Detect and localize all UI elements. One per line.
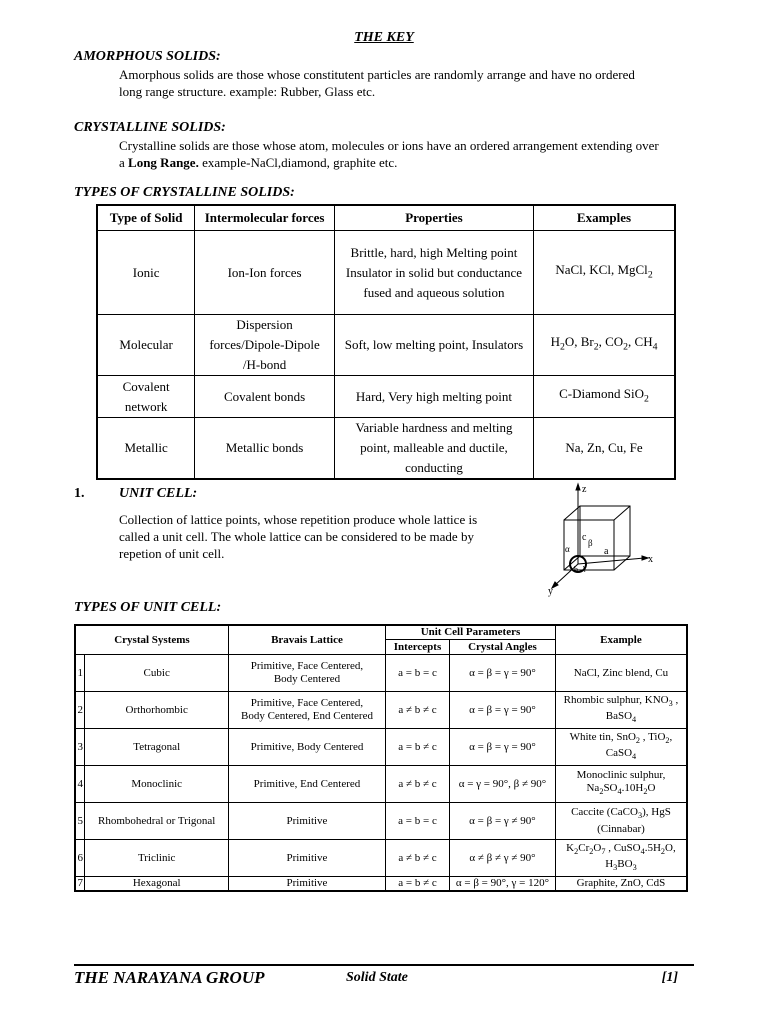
cell-forces: Ion-Ion forces xyxy=(195,231,335,315)
cell-bravais-lattice: Primitive xyxy=(228,803,385,840)
table-row xyxy=(75,729,687,766)
cell-intercepts: a = b ≠ c xyxy=(386,729,450,766)
cell-intercepts: a = b = c xyxy=(386,655,450,692)
cell-examples: NaCl, KCl, MgCl$_2$ xyxy=(534,231,675,315)
amorphous-text xyxy=(119,66,709,100)
unit-cell-line-1: Collection of lattice points, whose repetition produce whole lattice is xyxy=(119,512,478,527)
cell-row-number: 4 xyxy=(75,766,85,803)
crystalline-heading: CRYSTALLINE SOLIDS: xyxy=(74,120,226,135)
cell-forces: Metallic bonds xyxy=(195,418,335,480)
cell-crystal-system: Cubic xyxy=(85,655,228,692)
cell-bravais-lattice: Primitive xyxy=(228,840,385,877)
table-row xyxy=(75,766,687,803)
cell-crystal-angles: α ≠ β ≠ γ ≠ 90° xyxy=(449,840,555,877)
unit-cell-heading: UNIT CELL: xyxy=(119,486,198,501)
cell-bravais-lattice: Primitive, End Centered xyxy=(228,766,385,803)
header-unit-cell-parameters: Unit Cell Parameters xyxy=(386,625,556,640)
label-alpha: α xyxy=(565,544,570,554)
cell-crystal-angles: α = β = γ = 90° xyxy=(449,692,555,729)
table-row xyxy=(97,376,675,418)
table-row xyxy=(75,803,687,840)
table-header-row xyxy=(75,625,687,640)
cell-bravais-lattice: Primitive xyxy=(228,877,385,892)
unit-cell-line-3: repetion of unit cell. xyxy=(119,546,225,561)
table-row xyxy=(75,840,687,877)
cell-crystal-angles: α = β = 90°, γ = 120° xyxy=(449,877,555,892)
label-b: b xyxy=(574,565,578,574)
table-row xyxy=(75,877,687,892)
cell-crystal-system: Monoclinic xyxy=(85,766,228,803)
cell-example: Rhombic sulphur, $KNO_3$ , BaSO$_4$ xyxy=(555,692,687,729)
cell-intercepts: a ≠ b ≠ c xyxy=(386,766,450,803)
cell-example: White tin, SnO$_2$ , TiO$_2$, CaSO$_4$ xyxy=(555,729,687,766)
cell-properties: Hard, Very high melting point xyxy=(334,376,533,418)
amorphous-line-1: Amorphous solids are those whose constitutent particles are randomly arrange and have no ordered xyxy=(119,67,635,82)
cell-crystal-angles: α = β = γ = 90° xyxy=(449,729,555,766)
cell-example: Monoclinic sulphur, $Na_2SO_4.10H_2O$ xyxy=(555,766,687,803)
unit-cell-number: 1. xyxy=(74,486,85,501)
cell-intercepts: a = b = c xyxy=(386,803,450,840)
header-properties: Properties xyxy=(334,205,533,231)
cell-intercepts: a = b ≠ c xyxy=(386,877,450,892)
cell-crystal-system: Tetragonal xyxy=(85,729,228,766)
crystalline-text xyxy=(119,137,709,171)
types-unit-cell-heading: TYPES OF UNIT CELL: xyxy=(74,600,222,615)
unit-cell-text xyxy=(119,511,539,562)
header-type: Type of Solid xyxy=(97,205,195,231)
cell-row-number: 1 xyxy=(75,655,85,692)
label-y: y xyxy=(548,586,553,597)
cell-type: Molecular xyxy=(97,315,195,376)
cell-examples: Na, Zn, Cu, Fe xyxy=(534,418,675,480)
footer-page-number: [1] xyxy=(661,970,678,985)
cell-properties: Soft, low melting point, Insulators xyxy=(334,315,533,376)
cell-row-number: 3 xyxy=(75,729,85,766)
label-a: a xyxy=(604,546,609,557)
cell-intercepts: a ≠ b ≠ c xyxy=(386,692,450,729)
cell-example: NaCl, Zinc blend, Cu xyxy=(555,655,687,692)
cell-type: Metallic xyxy=(97,418,195,480)
cell-row-number: 2 xyxy=(75,692,85,729)
header-example: Example xyxy=(555,625,687,655)
label-x: x xyxy=(648,554,653,565)
table-row xyxy=(97,315,675,376)
footer-left: THE NARAYANA GROUP xyxy=(74,968,265,987)
crystalline-line-1: Crystalline solids are those whose atom, molecules or ions have an ordered arrangement extending over xyxy=(119,138,659,153)
table-row xyxy=(75,692,687,729)
header-crystal-angles: Crystal Angles xyxy=(449,640,555,655)
cell-intercepts: a ≠ b ≠ c xyxy=(386,840,450,877)
cell-bravais-lattice: Primitive, Body Centered xyxy=(228,729,385,766)
table-row xyxy=(97,231,675,315)
cell-examples: C-Diamond SiO$_2$ xyxy=(534,376,675,418)
table-row xyxy=(97,418,675,480)
page-title: THE KEY xyxy=(354,30,414,45)
unit-cell-table xyxy=(74,624,688,892)
header-examples: Examples xyxy=(534,205,675,231)
cell-example: $K_2Cr_2O_7$ , $CuSO_4.5H_2O$, $H_3BO_3$ xyxy=(555,840,687,877)
cell-crystal-angles: α = β = γ ≠ 90° xyxy=(449,803,555,840)
label-gamma: γ xyxy=(583,563,587,572)
label-beta: β xyxy=(588,538,593,548)
cell-bravais-lattice: Primitive, Face Centered, Body Centered, End Centered xyxy=(228,692,385,729)
cell-crystal-angles: α = β = γ = 90° xyxy=(449,655,555,692)
cell-forces: Covalent bonds xyxy=(195,376,335,418)
cell-crystal-system: Triclinic xyxy=(85,840,228,877)
unit-cell-diagram xyxy=(540,482,670,598)
cell-crystal-system: Orthorhombic xyxy=(85,692,228,729)
cell-forces: Dispersion forces/Dipole-Dipole /H-bond xyxy=(195,315,335,376)
amorphous-line-2: long range structure. example: Rubber, Glass etc. xyxy=(119,84,376,99)
label-c: c xyxy=(582,532,587,543)
cell-crystal-angles: α = γ = 90°, β ≠ 90° xyxy=(449,766,555,803)
footer-center: Solid State xyxy=(346,970,408,985)
cell-type: Ionic xyxy=(97,231,195,315)
cell-example: Graphite, ZnO, CdS xyxy=(555,877,687,892)
cell-example: Caccite (CaCO$_3$), HgS (Cinnabar) xyxy=(555,803,687,840)
cell-bravais-lattice: Primitive, Face Centered, Body Centered xyxy=(228,655,385,692)
cell-crystal-system: Rhombohedral or Trigonal xyxy=(85,803,228,840)
cell-type: Covalent network xyxy=(97,376,195,418)
cell-properties: Brittle, hard, high Melting point Insulator in solid but conductance fused and aqueous solution xyxy=(334,231,533,315)
unit-cell-line-2: called a unit cell. The whole lattice can be considered to be made by xyxy=(119,529,474,544)
amorphous-heading: AMORPHOUS SOLIDS: xyxy=(74,49,221,64)
header-forces: Intermolecular forces xyxy=(195,205,335,231)
cell-crystal-system: Hexagonal xyxy=(85,877,228,892)
header-intercepts: Intercepts xyxy=(386,640,450,655)
cell-examples: $H_2O$, $Br_2$, $CO_2$, $CH_4$ xyxy=(534,315,675,376)
cell-row-number: 5 xyxy=(75,803,85,840)
cell-properties: Variable hardness and melting point, malleable and ductile, conducting xyxy=(334,418,533,480)
types-crystalline-heading: TYPES OF CRYSTALLINE SOLIDS: xyxy=(74,185,295,200)
cell-row-number: 7 xyxy=(75,877,85,892)
x-axis xyxy=(578,558,644,564)
table-row xyxy=(75,655,687,692)
page-footer xyxy=(74,964,694,990)
header-bravais-lattice: Bravais Lattice xyxy=(228,625,385,655)
crystalline-line-2: a Long Range. example-NaCl,diamond, graphite etc. xyxy=(119,155,398,170)
header-crystal-systems: Crystal Systems xyxy=(75,625,228,655)
cell-row-number: 6 xyxy=(75,840,85,877)
table-header-row xyxy=(97,205,675,231)
crystalline-solids-table xyxy=(96,204,676,480)
label-z: z xyxy=(582,484,587,495)
